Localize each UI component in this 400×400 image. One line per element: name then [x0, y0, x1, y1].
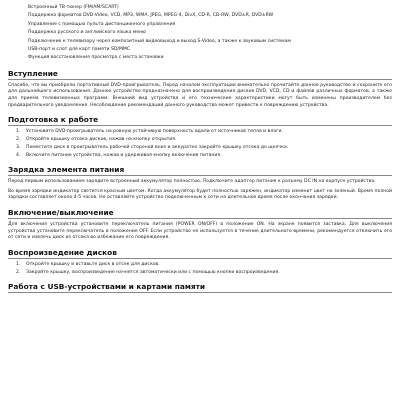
section-heading-charging: Зарядка элемента питания [8, 165, 392, 176]
playback-steps [8, 262, 392, 276]
preparation-steps [8, 129, 392, 159]
step-number: 1. [16, 261, 21, 267]
feature-item: Встроенный ТВ-тюнер (FM/AM/SCART) [28, 4, 392, 12]
feature-item: Подключение к телевизору через композитный видеовыход и выход S-Video, а также к звуковым системам [28, 38, 392, 46]
step-number: 2. [16, 137, 21, 142]
step-item [16, 137, 392, 144]
step-item [16, 144, 392, 152]
step-text: Закройте крышку, воспроизведение начнется автоматически или с помощью кнопки воспроизведения. [26, 269, 280, 275]
step-item [16, 129, 392, 136]
step-number: 2. [16, 269, 21, 275]
step-number: 1. [16, 129, 21, 135]
section-heading-usb: Работа с USB-устройствами и картами памяти [8, 282, 392, 293]
section-heading-playback: Воспроизведение дисков [8, 248, 392, 259]
step-text: Откройте крышку и вставьте диск в отсек для дисков. [26, 261, 160, 267]
step-item [16, 261, 392, 269]
section-heading-intro: Вступление [8, 69, 392, 80]
feature-item: Управление с помощью пульта дистанционного управления [28, 21, 392, 29]
section-heading-power: Включение/выключение [8, 208, 392, 219]
step-number: 3. [16, 144, 21, 150]
step-item [16, 152, 392, 160]
power-paragraph: Для включения устройства установите переключатель питания (POWER ON/OFF) в положение ON. На экране появится заставка. Для выключения устройства установите переключатель в положение OFF. Если устройство не используется в течение длительного времени, рекомендуется отключить его от сети и извлечь диск из отсека во избежание его повреждения. [8, 221, 392, 241]
step-text: Включите питание устройства, нажав и удерживая кнопку включения питания. [26, 152, 222, 158]
intro-paragraph: Спасибо, что вы приобрели портативный DVD-проигрыватель. Перед началом эксплуатации внимательно прочитайте данное руководство и сохраните его для дальнейшего использования. Данное устройство предназначено для воспроизведения дисков DVD, VCD, CD и файлов различных форматов, а также для приема телевизионных программ. Внешний вид устройства и его технические характеристики могут быть изменены производителем без предварительного уведомления. Несоблюдение рекомендаций данного руководства может привести к повреждению устройства. [8, 82, 392, 108]
step-text: Откройте крышку отсека дисков, нажав на кнопку открытия. [26, 137, 177, 142]
section-heading-preparation: Подготовка к работе [8, 115, 392, 126]
step-text: Установите DVD-проигрыватель на ровную устойчивую поверхность вдали от источников тепла и влаги. [26, 129, 283, 135]
feature-item: Поддержка русского и английского языка меню [28, 29, 392, 37]
step-item [16, 269, 392, 277]
charging-paragraph: Перед первым использованием зарядите встроенный аккумулятор полностью. Подключите адаптер питания к разъему DC IN на корпусе устройства. [8, 179, 376, 185]
feature-item: USB-порт и слот для карт памяти SD/MMC [28, 46, 392, 54]
feature-item: Функция восстановления просмотра с места остановки [28, 54, 392, 62]
step-text: Поместите диск в проигрыватель рабочей стороной вниз и аккуратно закройте крышку отсека до щелчка. [26, 144, 289, 150]
charging-paragraph: Во время зарядки индикатор светится красным цветом. Когда аккумулятор будет полностью заряжен, индикатор изменит цвет на зеленый. Время полной зарядки составляет около 4-5 часов. Не оставляйте устройство подключенным к сети на длительное время после окончания зарядки. [8, 188, 392, 201]
feature-item: Поддержка форматов DVD-Video, VCD, MP3, WMA, JPEG, MPEG-4, DivX, CD-R, CD-RW, DVD±R, DVD±RW [28, 12, 392, 20]
feature-list [8, 4, 392, 63]
step-number: 4. [16, 152, 21, 158]
